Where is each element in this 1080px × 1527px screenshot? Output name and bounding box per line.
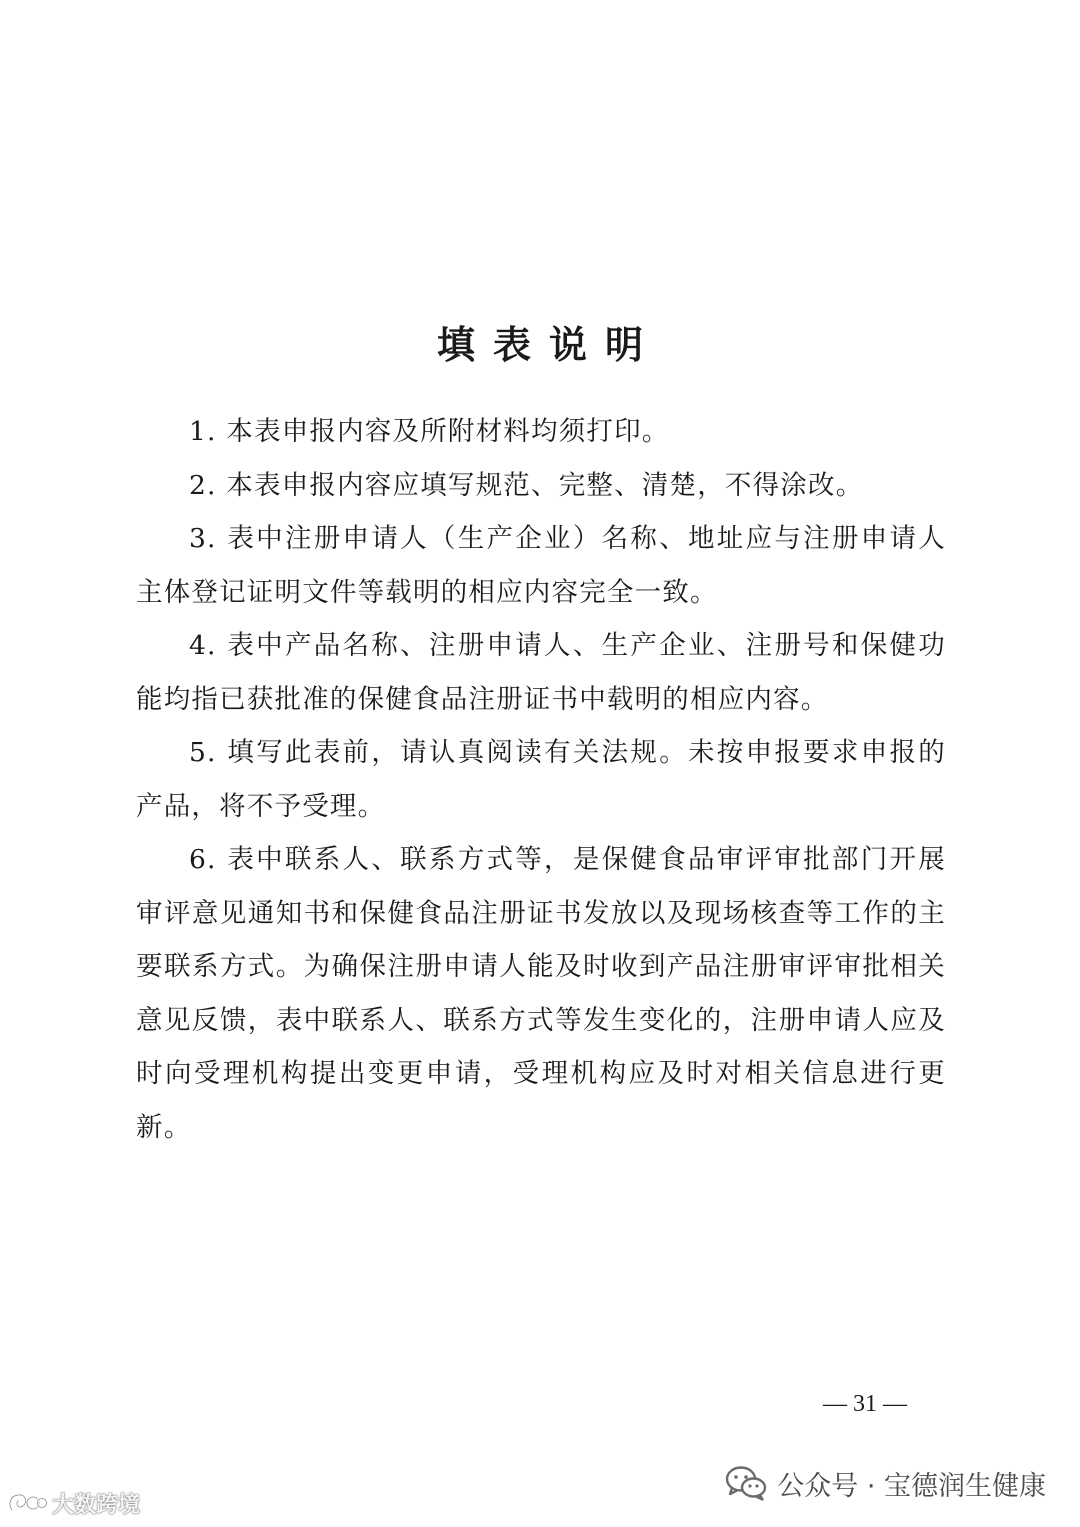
wechat-account-label: 公众号 · 宝德润生健康 — [777, 1470, 1046, 1502]
watermark-logo-icon — [6, 1490, 48, 1516]
instruction-paragraph: 6. 表中联系人、联系方式等，是保健食品审评审批部门开展审评意见通知书和保健食品注册证书发放以及现场核查等工作的主要联系方式。为确保注册申请人能及时收到产品注册审评审批相关意见反馈，表中联系人、联系方式等发生变化的，注册申请人应及时向受理机构提出变更申请，受理机构应及时对相关信息进行更新。 — [136, 844, 946, 1143]
instruction-paragraph: 5. 填写此表前，请认真阅读有关法规。未按申报要求申报的产品，将不予受理。 — [136, 737, 946, 822]
instruction-paragraph: 1. 本表申报内容及所附材料均须打印。 — [189, 416, 670, 447]
instruction-paragraph: 2. 本表申报内容应填写规范、完整、清楚，不得涂改。 — [189, 469, 864, 501]
watermark-text: 大数跨境 — [52, 1492, 141, 1518]
page-number: — 31 — — [823, 1391, 907, 1417]
page-title: 填表说明 — [436, 322, 661, 368]
wechat-icon — [725, 1465, 767, 1501]
instruction-paragraph: 3. 表中注册申请人（生产企业）名称、地址应与注册申请人主体登记证明文件等载明的相应内容完全一致。 — [136, 523, 946, 608]
watermark — [6, 1486, 140, 1520]
wechat-account-mark — [725, 1461, 1046, 1505]
instructions-body — [136, 405, 946, 1154]
instruction-paragraph: 4. 表中产品名称、注册申请人、生产企业、注册号和保健功能均指已获批准的保健食品注册证书中载明的相应内容。 — [136, 630, 946, 715]
